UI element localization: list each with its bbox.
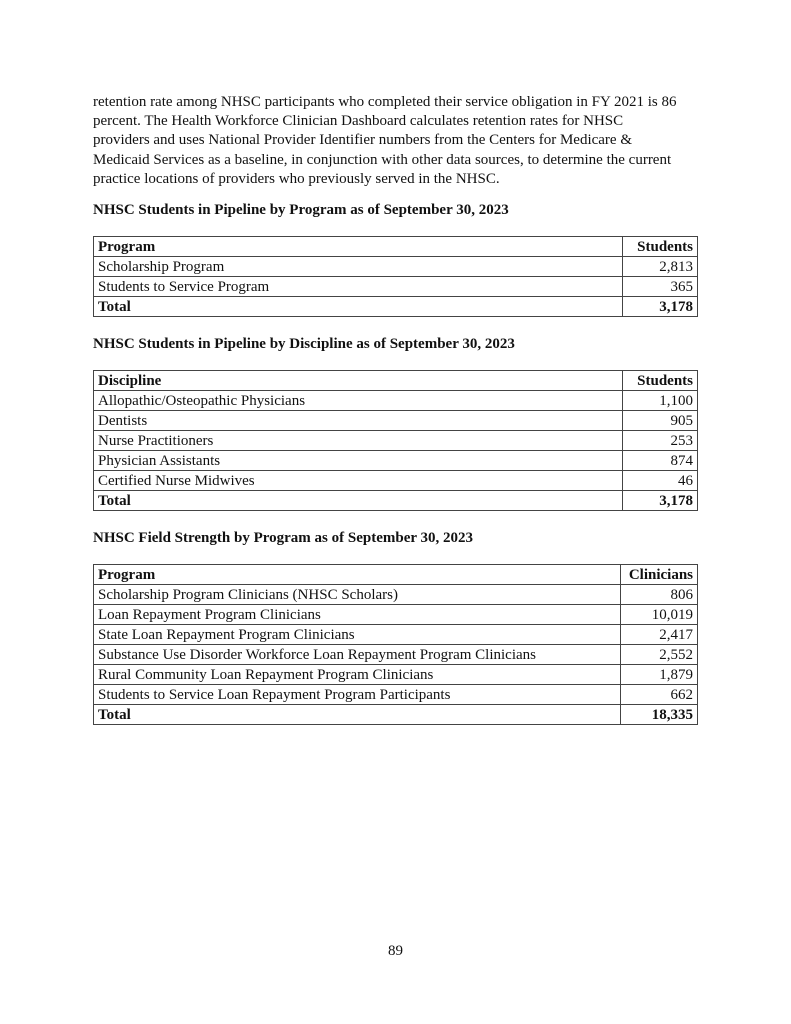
row-label: Students to Service Program	[94, 277, 623, 297]
table-header-row	[94, 237, 698, 257]
total-row	[94, 491, 698, 511]
paragraph-line: practice locations of providers who previously served in the NHSC.	[93, 170, 500, 187]
table-row	[94, 605, 698, 625]
row-value: 365	[623, 277, 698, 297]
page-number: 89	[388, 943, 403, 959]
row-value: 905	[623, 411, 698, 431]
total-value: 3,178	[623, 297, 698, 317]
row-value: 1,879	[621, 665, 698, 685]
row-label: State Loan Repayment Program Clinicians	[94, 625, 621, 645]
row-value: 662	[621, 685, 698, 705]
table-row	[94, 685, 698, 705]
column-header: Clinicians	[621, 565, 698, 585]
body-paragraph	[93, 93, 713, 189]
table-row	[94, 391, 698, 411]
paragraph-line: percent. The Health Workforce Clinician Dashboard calculates retention rates for NHSC	[93, 113, 624, 130]
column-header: Discipline	[94, 371, 623, 391]
table-row	[94, 411, 698, 431]
field-strength-table	[93, 564, 698, 725]
table-row	[94, 451, 698, 471]
students-by-discipline-table	[93, 370, 698, 511]
total-value: 3,178	[623, 491, 698, 511]
total-value: 18,335	[621, 705, 698, 725]
row-value: 874	[623, 451, 698, 471]
row-label: Scholarship Program	[94, 257, 623, 277]
table-row	[94, 471, 698, 491]
total-row	[94, 297, 698, 317]
row-value: 46	[623, 471, 698, 491]
row-label: Rural Community Loan Repayment Program Clinicians	[94, 665, 621, 685]
paragraph-line: Medicaid Services as a baseline, in conjunction with other data sources, to determine the current	[93, 151, 672, 168]
row-label: Physician Assistants	[94, 451, 623, 471]
total-row	[94, 705, 698, 725]
row-value: 10,019	[621, 605, 698, 625]
table-title-field-strength: NHSC Field Strength by Program as of September 30, 2023	[93, 530, 473, 546]
table-title-discipline: NHSC Students in Pipeline by Discipline as of September 30, 2023	[93, 336, 515, 352]
paragraph-line: providers and uses National Provider Identifier numbers from the Centers for Medicare &	[93, 132, 633, 149]
row-label: Loan Repayment Program Clinicians	[94, 605, 621, 625]
row-label: Certified Nurse Midwives	[94, 471, 623, 491]
row-value: 253	[623, 431, 698, 451]
total-label: Total	[94, 297, 623, 317]
table-row	[94, 431, 698, 451]
row-value: 2,813	[623, 257, 698, 277]
table-header-row	[94, 565, 698, 585]
row-value: 1,100	[623, 391, 698, 411]
paragraph-line: retention rate among NHSC participants who completed their service obligation in FY 2021 is 86	[93, 94, 677, 110]
table-header-row	[94, 371, 698, 391]
table-row	[94, 257, 698, 277]
column-header: Program	[94, 565, 621, 585]
students-by-program-table	[93, 236, 698, 317]
row-value: 2,552	[621, 645, 698, 665]
row-label: Allopathic/Osteopathic Physicians	[94, 391, 623, 411]
row-label: Nurse Practitioners	[94, 431, 623, 451]
total-label: Total	[94, 705, 621, 725]
table-title-program: NHSC Students in Pipeline by Program as of September 30, 2023	[93, 202, 509, 218]
table-row	[94, 665, 698, 685]
column-header: Program	[94, 237, 623, 257]
column-header: Students	[623, 237, 698, 257]
column-header: Students	[623, 371, 698, 391]
row-label: Dentists	[94, 411, 623, 431]
row-value: 806	[621, 585, 698, 605]
table-row	[94, 585, 698, 605]
table-row	[94, 277, 698, 297]
row-label: Scholarship Program Clinicians (NHSC Scholars)	[94, 585, 621, 605]
table-row	[94, 625, 698, 645]
table-row	[94, 645, 698, 665]
row-label: Substance Use Disorder Workforce Loan Repayment Program Clinicians	[94, 645, 621, 665]
row-value: 2,417	[621, 625, 698, 645]
total-label: Total	[94, 491, 623, 511]
row-label: Students to Service Loan Repayment Program Participants	[94, 685, 621, 705]
